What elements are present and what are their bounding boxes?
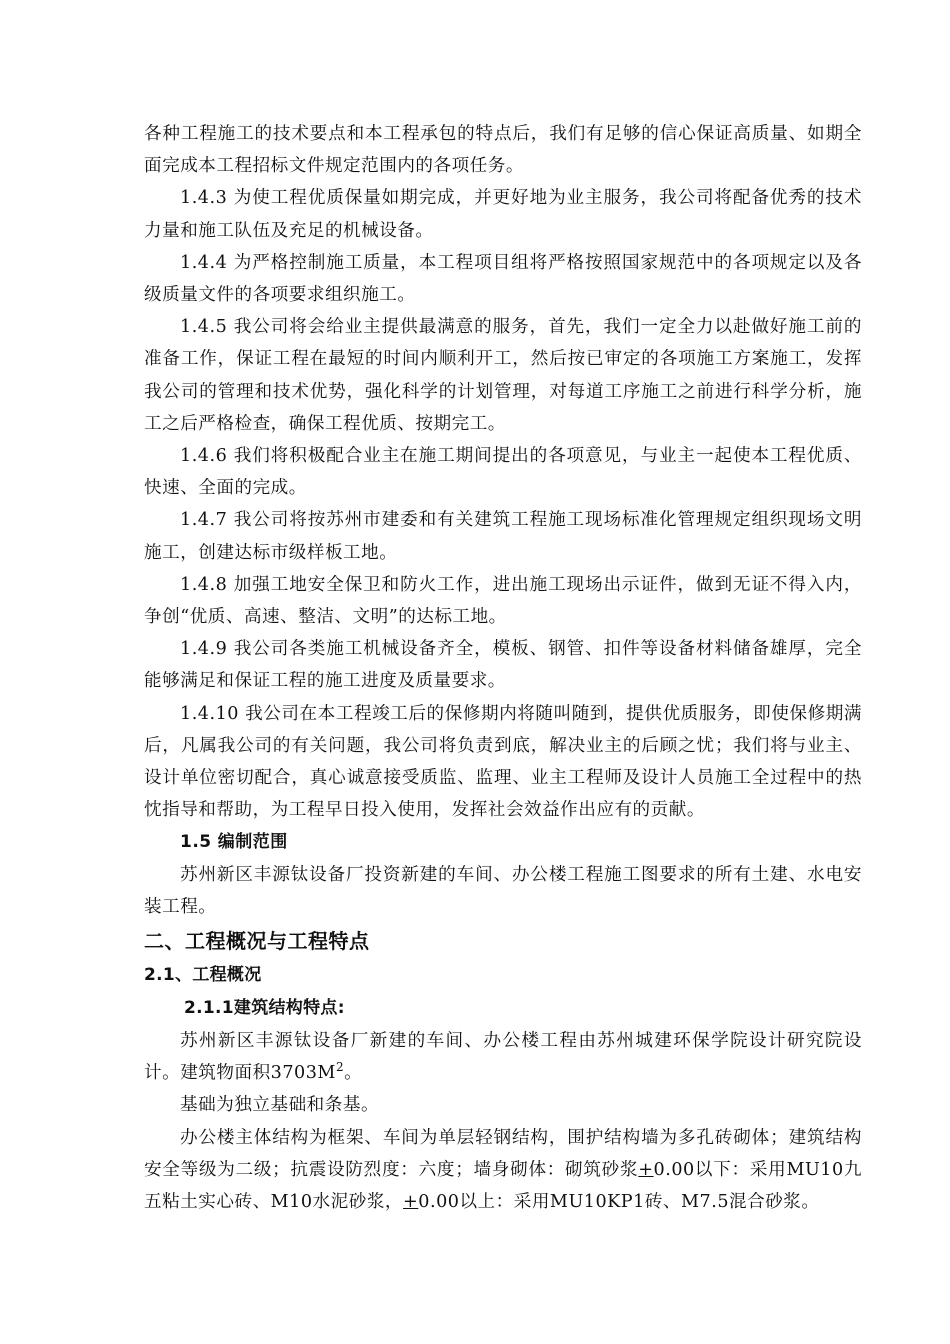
text-run: 0.00以上：采用MU10KP1砖、M7.5混合砂浆。	[418, 1192, 820, 1213]
plus-minus-sign: +	[638, 1159, 654, 1180]
section-heading-1-5	[144, 826, 862, 858]
section-number: 1.5	[180, 832, 212, 853]
text-run: 0.00以下：采用MU10九五粘土实心砖、M10水泥砂浆，	[144, 1159, 862, 1213]
subsection-heading-2-1-1: 2.1.1建筑结构特点:	[184, 998, 345, 1019]
paragraph-2-1-1-structure	[144, 1122, 862, 1219]
paragraph-1-4-6: 1.4.6 我们将积极配合业主在施工期间提出的各项意见，与业主一起使本工程优质、快速、全面的完成。	[144, 446, 862, 499]
paragraph-1-4-7: 1.4.7 我公司将按苏州市建委和有关建筑工程施工现场标准化管理规定组织现场文明施工，创建达标市级样板工地。	[144, 510, 862, 563]
paragraph-1-4-5: 1.4.5 我公司将会给业主提供最满意的服务，首先，我们一定全力以赴做好施工前的准备工作，保证工程在最短的时间内顺利开工，然后按已审定的各项施工方案施工，发挥我公司的管理和技术优势，强化科学的计划管理，对每道工序施工之前进行科学分析，施工之后严格检查，确保工程优质、按期完工。	[144, 317, 862, 434]
paragraph-1-4-9: 1.4.9 我公司各类施工机械设备齐全，模板、钢管、扣件等设备材料储备雄厚，完全能够满足和保证工程的施工进度及质量要求。	[144, 639, 862, 692]
paragraph-2-1-1-foundation: 基础为独立基础和条基。	[180, 1095, 380, 1116]
paragraph-2-1-1-design	[144, 1025, 862, 1089]
paragraph-1-4-4: 1.4.4 为严格控制施工质量，本工程项目组将严格按照国家规范中的各项规定以及各级质量文件的各项要求组织施工。	[144, 252, 862, 306]
paragraph-1-4-10: 1.4.10 我公司在本工程竣工后的保修期内将随叫随到，提供优质服务，即使保修期满后，凡属我公司的有关问题，我公司将负责到底，解决业主的后顾之忧；我们将与业主、设计单位密切配合，真心诚意接受质监、监理、业主工程师及设计人员施工全过程中的热忱指导和帮助，为工程早日投入使用，发挥社会效益作出应有的贡献。	[144, 703, 862, 821]
chapter-heading-2: 二、工程概况与工程特点	[144, 929, 370, 954]
text-run: 。	[344, 1063, 363, 1084]
text-run: 办公楼主体结构为框架、车间为单层轻钢结构，围护结构墙为多孔砖砌体；建筑结构安全等级为二级；抗震设防烈度：六度；墙身砌体：砌筑砂浆	[144, 1127, 862, 1180]
section-title: 编制范围	[217, 832, 288, 853]
paragraph-1-5: 苏州新区丰源钛设备厂投资新建的车间、办公楼工程施工图要求的所有土建、水电安装工程。	[144, 864, 862, 917]
superscript: 2	[335, 1060, 345, 1075]
section-heading-2-1: 2.1、工程概况	[144, 965, 262, 986]
paragraph-1-4-3: 1.4.3 为使工程优质保量如期完成，并更好地为业主服务，我公司将配备优秀的技术力量和施工队伍及充足的机械设备。	[144, 188, 862, 241]
plus-minus-sign: +	[403, 1192, 419, 1213]
paragraph-intro-continued: 各种工程施工的技术要点和本工程承包的特点后，我们有足够的信心保证高质量、如期全面完成本工程招标文件规定范围内的各项任务。	[144, 124, 862, 177]
text-run: 苏州新区丰源钛设备厂新建的车间、办公楼工程由苏州城建环保学院设计研究院设计。建筑物面积3703M	[144, 1031, 862, 1084]
document-body	[144, 118, 862, 1218]
paragraph-1-4-8: 1.4.8 加强工地安全保卫和防火工作，进出施工现场出示证件，做到无证不得入内，争创“优质、高速、整洁、文明”的达标工地。	[144, 574, 862, 628]
